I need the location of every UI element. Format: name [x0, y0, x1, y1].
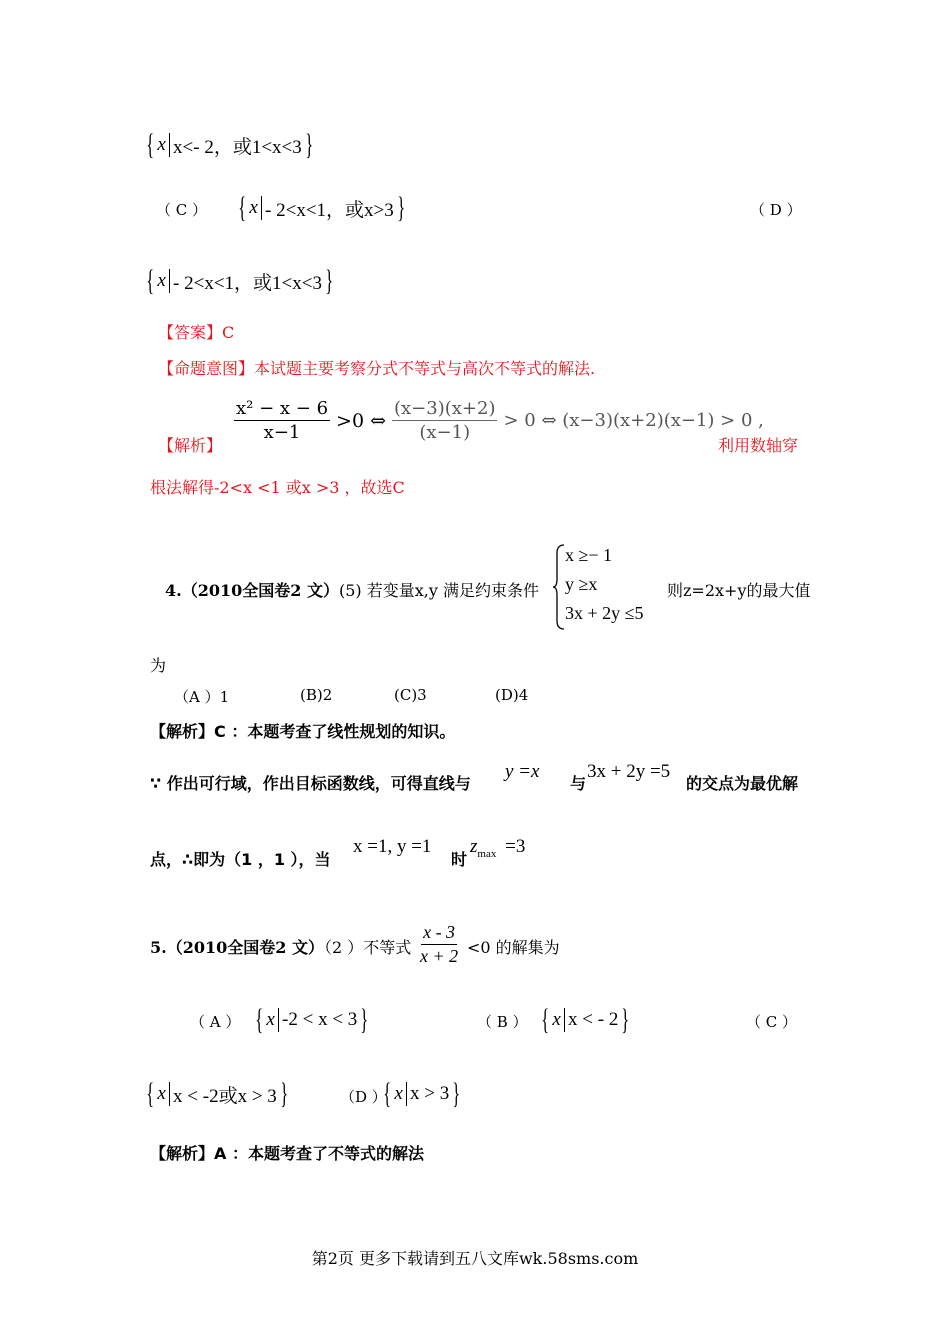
q4-stem	[165, 578, 539, 601]
q4-analysis-line-3-prefix: 点，∴即为（1 ，1 ），当	[150, 850, 331, 869]
constraint-2: y ≥x	[565, 574, 598, 594]
option-c-set	[235, 193, 408, 223]
left-brace: {	[238, 191, 247, 224]
fraction-numerator: x - 3	[421, 922, 457, 945]
set-var: x	[157, 134, 166, 155]
page-footer: 第2页 更多下载请到五八文库wk.58sms.com	[311, 1249, 639, 1268]
set-var: x	[552, 1009, 561, 1030]
left-brace: {	[541, 1003, 550, 1036]
option-d-label: （ D ）	[750, 201, 802, 219]
q4-line-eq-1: y =x	[505, 761, 540, 782]
q5-analysis: 【解析】A ：本题考查了不等式的解法	[150, 1144, 424, 1163]
right-brace: }	[452, 1077, 461, 1110]
formula-relation-1: >0 ⇔	[336, 409, 386, 432]
set-var: x	[249, 197, 258, 218]
set-bar	[169, 133, 170, 157]
left-brace: {	[146, 264, 155, 297]
analysis-trailing-text: 利用数轴穿	[718, 436, 799, 455]
set-condition: x < - 2	[568, 1009, 619, 1030]
right-brace: }	[305, 128, 313, 161]
constraint-3: 3x + 2y ≤5	[565, 603, 644, 623]
set-var: x	[157, 1083, 166, 1104]
set-condition: x<- 2，或1<x<3	[173, 136, 302, 158]
q4-zmax	[470, 836, 525, 860]
answer-value: C	[222, 323, 235, 342]
q4-source: （2010全国卷2 文）	[181, 581, 339, 600]
q4-analysis-line-2-mid: 与	[570, 774, 587, 793]
q5-option-a-set	[252, 1005, 372, 1035]
left-brace: {	[255, 1003, 264, 1036]
q4-option-b: (B)2	[300, 686, 333, 704]
q5-option-c-set	[143, 1079, 291, 1109]
zmax-subscript: max	[477, 847, 497, 860]
set-bar	[564, 1008, 565, 1032]
set-condition: -2 < x < 3	[282, 1009, 358, 1030]
q5-stem-prefix-group	[150, 935, 411, 958]
q5-option-d-label: （D ）	[340, 1088, 387, 1106]
q5-stem-suffix: <0 的解集为	[467, 938, 560, 957]
analysis-line-2: 根法解得-2<x <1 或x >3 ，故选C	[150, 478, 405, 497]
option-c-label: （ C ）	[156, 201, 208, 219]
set-bar	[406, 1082, 407, 1106]
fraction-numerator: (x−3)(x+2)	[394, 398, 496, 419]
formula-fraction-2	[392, 398, 497, 443]
set-var: x	[266, 1009, 275, 1030]
q5-number: 5.	[150, 938, 167, 957]
q5-option-a-label: （ A ）	[190, 1013, 241, 1031]
right-brace: }	[621, 1003, 630, 1036]
option-a-set	[143, 130, 316, 160]
analysis-formula	[234, 398, 764, 443]
q4-analysis-line-2-suffix: 的交点为最优解	[686, 774, 799, 793]
intent-line	[158, 356, 595, 379]
q4-option-c: (C)3	[394, 686, 427, 704]
intent-tag: 【命题意图】	[158, 359, 255, 378]
fraction-denominator: (x−1)	[419, 422, 471, 443]
answer-tag: 【答案】	[158, 323, 223, 342]
set-bar	[261, 196, 262, 220]
q5-option-b-label: （ B ）	[477, 1013, 528, 1031]
analysis-tag: 【解析】	[158, 436, 223, 455]
q4-stem-suffix: 则z=2x+y的最大值	[667, 581, 811, 600]
q4-option-d: (D)4	[495, 686, 529, 704]
set-condition: x < -2或x > 3	[173, 1085, 277, 1107]
left-brace: {	[146, 1077, 155, 1110]
q4-analysis-line-1: 【解析】C ：本题考查了线性规划的知识。	[150, 722, 456, 741]
fraction-numerator: x² − x − 6	[236, 398, 329, 419]
q4-option-a: （A ）1	[174, 688, 230, 706]
set-bar	[278, 1008, 279, 1032]
q4-analysis-line-3-mid: 时	[451, 850, 468, 869]
q4-line-eq-2: 3x + 2y =5	[587, 761, 671, 782]
q5-option-d-set	[380, 1079, 464, 1109]
q5-option-b-set	[538, 1005, 633, 1035]
zmax-variable: z	[470, 836, 478, 857]
set-bar	[169, 1082, 170, 1106]
system-brace	[552, 543, 566, 631]
q5-stem-prefix: （2 ）不等式	[323, 938, 412, 957]
fraction-denominator: x + 2	[420, 946, 459, 966]
right-brace: }	[280, 1077, 288, 1110]
q4-stem-line-2: 为	[150, 656, 167, 675]
q4-number: 4.	[165, 581, 182, 600]
zmax-value: =3	[505, 836, 526, 857]
set-var: x	[394, 1083, 403, 1104]
q5-fraction-body	[418, 922, 460, 967]
right-brace: }	[325, 264, 334, 297]
answer-line	[158, 320, 234, 343]
left-brace: {	[383, 1077, 392, 1110]
q4-point-eq: x =1, y =1	[353, 836, 432, 857]
q4-analysis-line-2-prefix: ∵ 作出可行域，作出目标函数线，可得直线与	[150, 774, 471, 793]
intent-text: 本试题主要考察分式不等式与高次不等式的解法.	[254, 359, 596, 378]
q5-fraction	[418, 922, 460, 967]
right-brace: }	[397, 191, 405, 224]
set-var: x	[157, 270, 166, 291]
formula-fraction-1	[234, 398, 330, 443]
set-bar	[169, 269, 170, 293]
set-condition: - 2<x<1，或x>3	[265, 199, 394, 221]
q5-option-c-label: （ C ）	[746, 1013, 798, 1031]
fraction-denominator: x−1	[263, 422, 301, 443]
formula-relation-2: > 0 ⇔ (x−3)(x+2)(x−1) > 0 ,	[503, 410, 764, 431]
q4-stem-prefix: (5) 若变量x,y 满足约束条件	[338, 581, 539, 600]
q5-source: （2010全国卷2 文）	[166, 938, 324, 957]
left-brace: {	[146, 128, 155, 161]
q4-constraint-system	[552, 543, 662, 631]
constraint-1: x ≥− 1	[565, 545, 613, 565]
set-condition: x > 3	[410, 1083, 450, 1104]
right-brace: }	[360, 1003, 369, 1036]
set-condition: - 2<x<1，或1<x<3	[173, 272, 322, 294]
option-d-set	[143, 266, 336, 296]
